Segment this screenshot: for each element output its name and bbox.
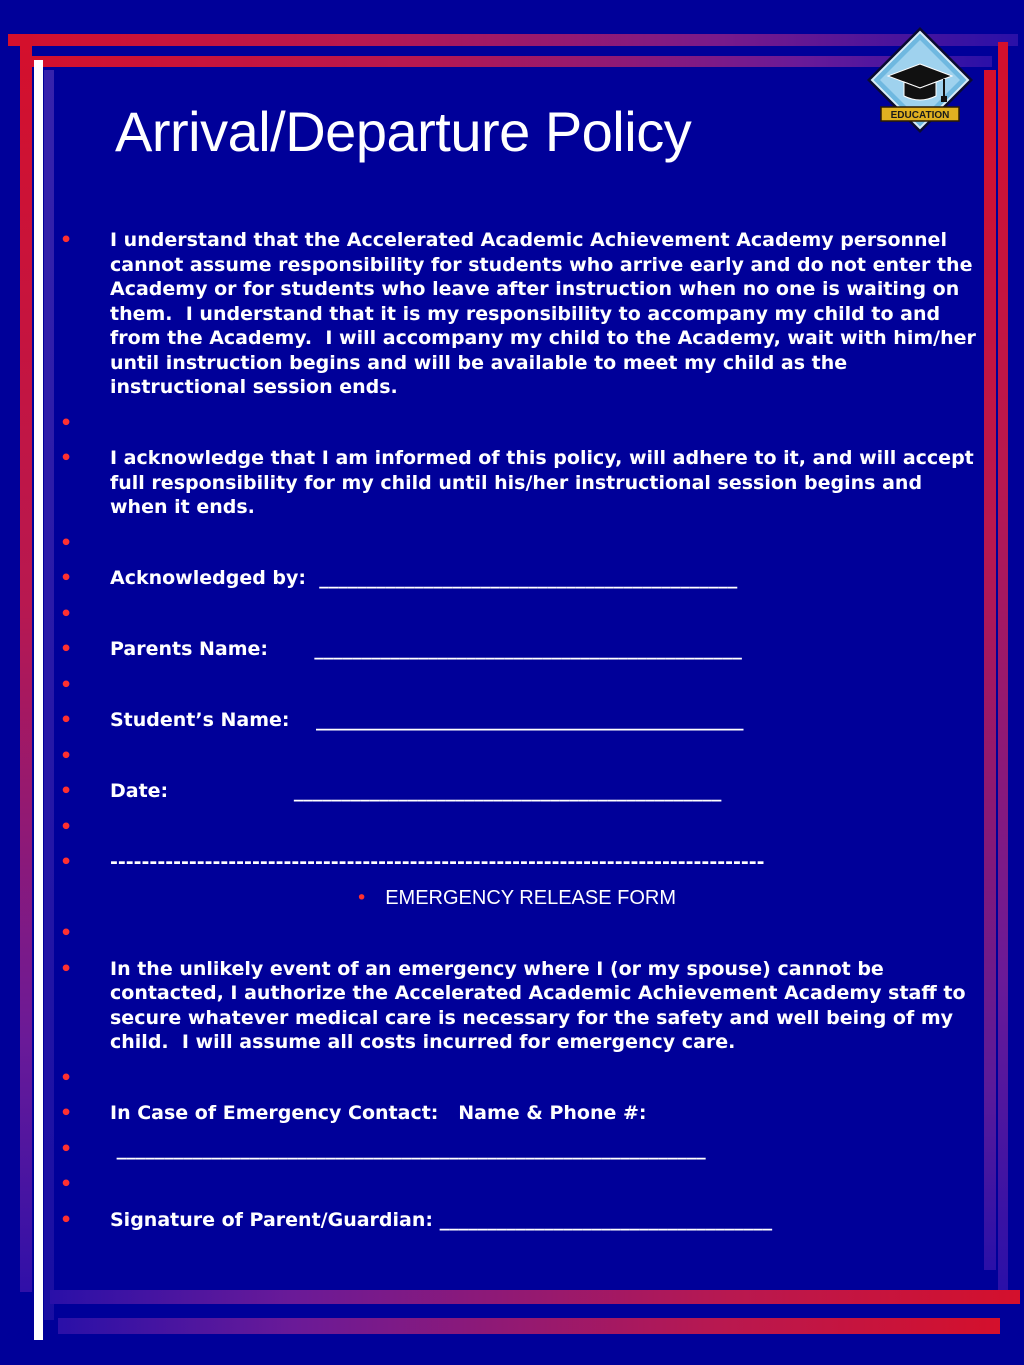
decorative-bar-top-inner xyxy=(32,56,992,67)
bullet-item-text: In the unlikely event of an emergency where I (or my spouse) cannot be contacted, I authorize the Accelerated Academic Achievement Academy staff to secure whatever medical care is necessary for the safety and well being of my child. I will assume all costs incurred for emergency care. xyxy=(110,957,973,1053)
decorative-bar-bottom-lower xyxy=(58,1318,1000,1334)
bullet-item xyxy=(56,228,983,400)
decorative-bar-left-fade xyxy=(44,70,54,1320)
bullet-item-text: Student’s Name: _____________________________________________ xyxy=(110,709,744,731)
decorative-bar-left-red xyxy=(20,40,32,1292)
section-heading-text: EMERGENCY RELEASE FORM xyxy=(385,886,677,909)
bullet-item xyxy=(56,637,976,662)
bullet-item-text: In Case of Emergency Contact: Name & Phone #: xyxy=(110,1102,647,1124)
decorative-bar-right-outer xyxy=(998,42,1008,1292)
policy-content xyxy=(56,228,983,1243)
bullet-item xyxy=(56,708,976,733)
education-logo xyxy=(864,24,976,136)
bullet-item-text: ----------------------------------------------------------------------------------- xyxy=(110,851,765,873)
bullet-item-text: Parents Name: _____________________________________________ xyxy=(110,638,742,660)
emergency-release-heading xyxy=(56,886,976,911)
empty-bullet-item xyxy=(56,1066,976,1091)
bullet-item xyxy=(56,1137,976,1162)
empty-bullet-item xyxy=(56,673,976,698)
bullet-item-text: I acknowledge that I am informed of this policy, will adhere to it, and will accept full responsibility for my child until his/her instructional session begins and when it ends. xyxy=(110,447,981,518)
logo-label: EDUCATION xyxy=(890,110,950,121)
bullet-item xyxy=(56,1208,976,1233)
bullet-item-text: ______________________________________________________________ xyxy=(110,1137,706,1160)
empty-bullet-item xyxy=(56,921,976,946)
bullet-item xyxy=(56,566,976,591)
empty-bullet-item xyxy=(56,744,976,769)
empty-bullet-item xyxy=(56,815,976,840)
empty-bullet-item xyxy=(56,1172,976,1197)
bullet-item-text: Acknowledged by: ____________________________________________ xyxy=(110,567,738,589)
bullet-item-text: Signature of Parent/Guardian: ___________________________________ xyxy=(110,1208,773,1231)
bullet-item xyxy=(56,1101,976,1126)
decorative-bar-bottom-upper xyxy=(50,1290,1020,1304)
bullet-icon: • xyxy=(355,886,368,909)
bullet-item xyxy=(56,957,976,1055)
empty-bullet-item xyxy=(56,602,976,627)
empty-bullet-item xyxy=(56,411,976,436)
graduation-cap-icon xyxy=(864,24,976,136)
slide-title: Arrival/Departure Policy xyxy=(115,100,692,163)
empty-bullet-item xyxy=(56,531,976,556)
decorative-bar-left-white xyxy=(34,60,43,1340)
bullet-item xyxy=(56,446,981,520)
decorative-bar-right-inner xyxy=(984,70,996,1270)
bullet-item-text: I understand that the Accelerated Academic Achievement Academy personnel cannot assume responsibility for students who arrive early and do not enter the Academy or for students who leave after instruction when no one is waiting on them. I understand that it is my responsibility to accompany my child to and from the Academy. I will accompany my child to the Academy, wait with him/her until instruction begins and will be available to meet my child as the instructional session ends. xyxy=(110,229,983,398)
bullet-item xyxy=(56,850,976,875)
bullet-item xyxy=(56,779,976,804)
bullet-item-text: Date: _____________________________________________ xyxy=(110,780,722,802)
